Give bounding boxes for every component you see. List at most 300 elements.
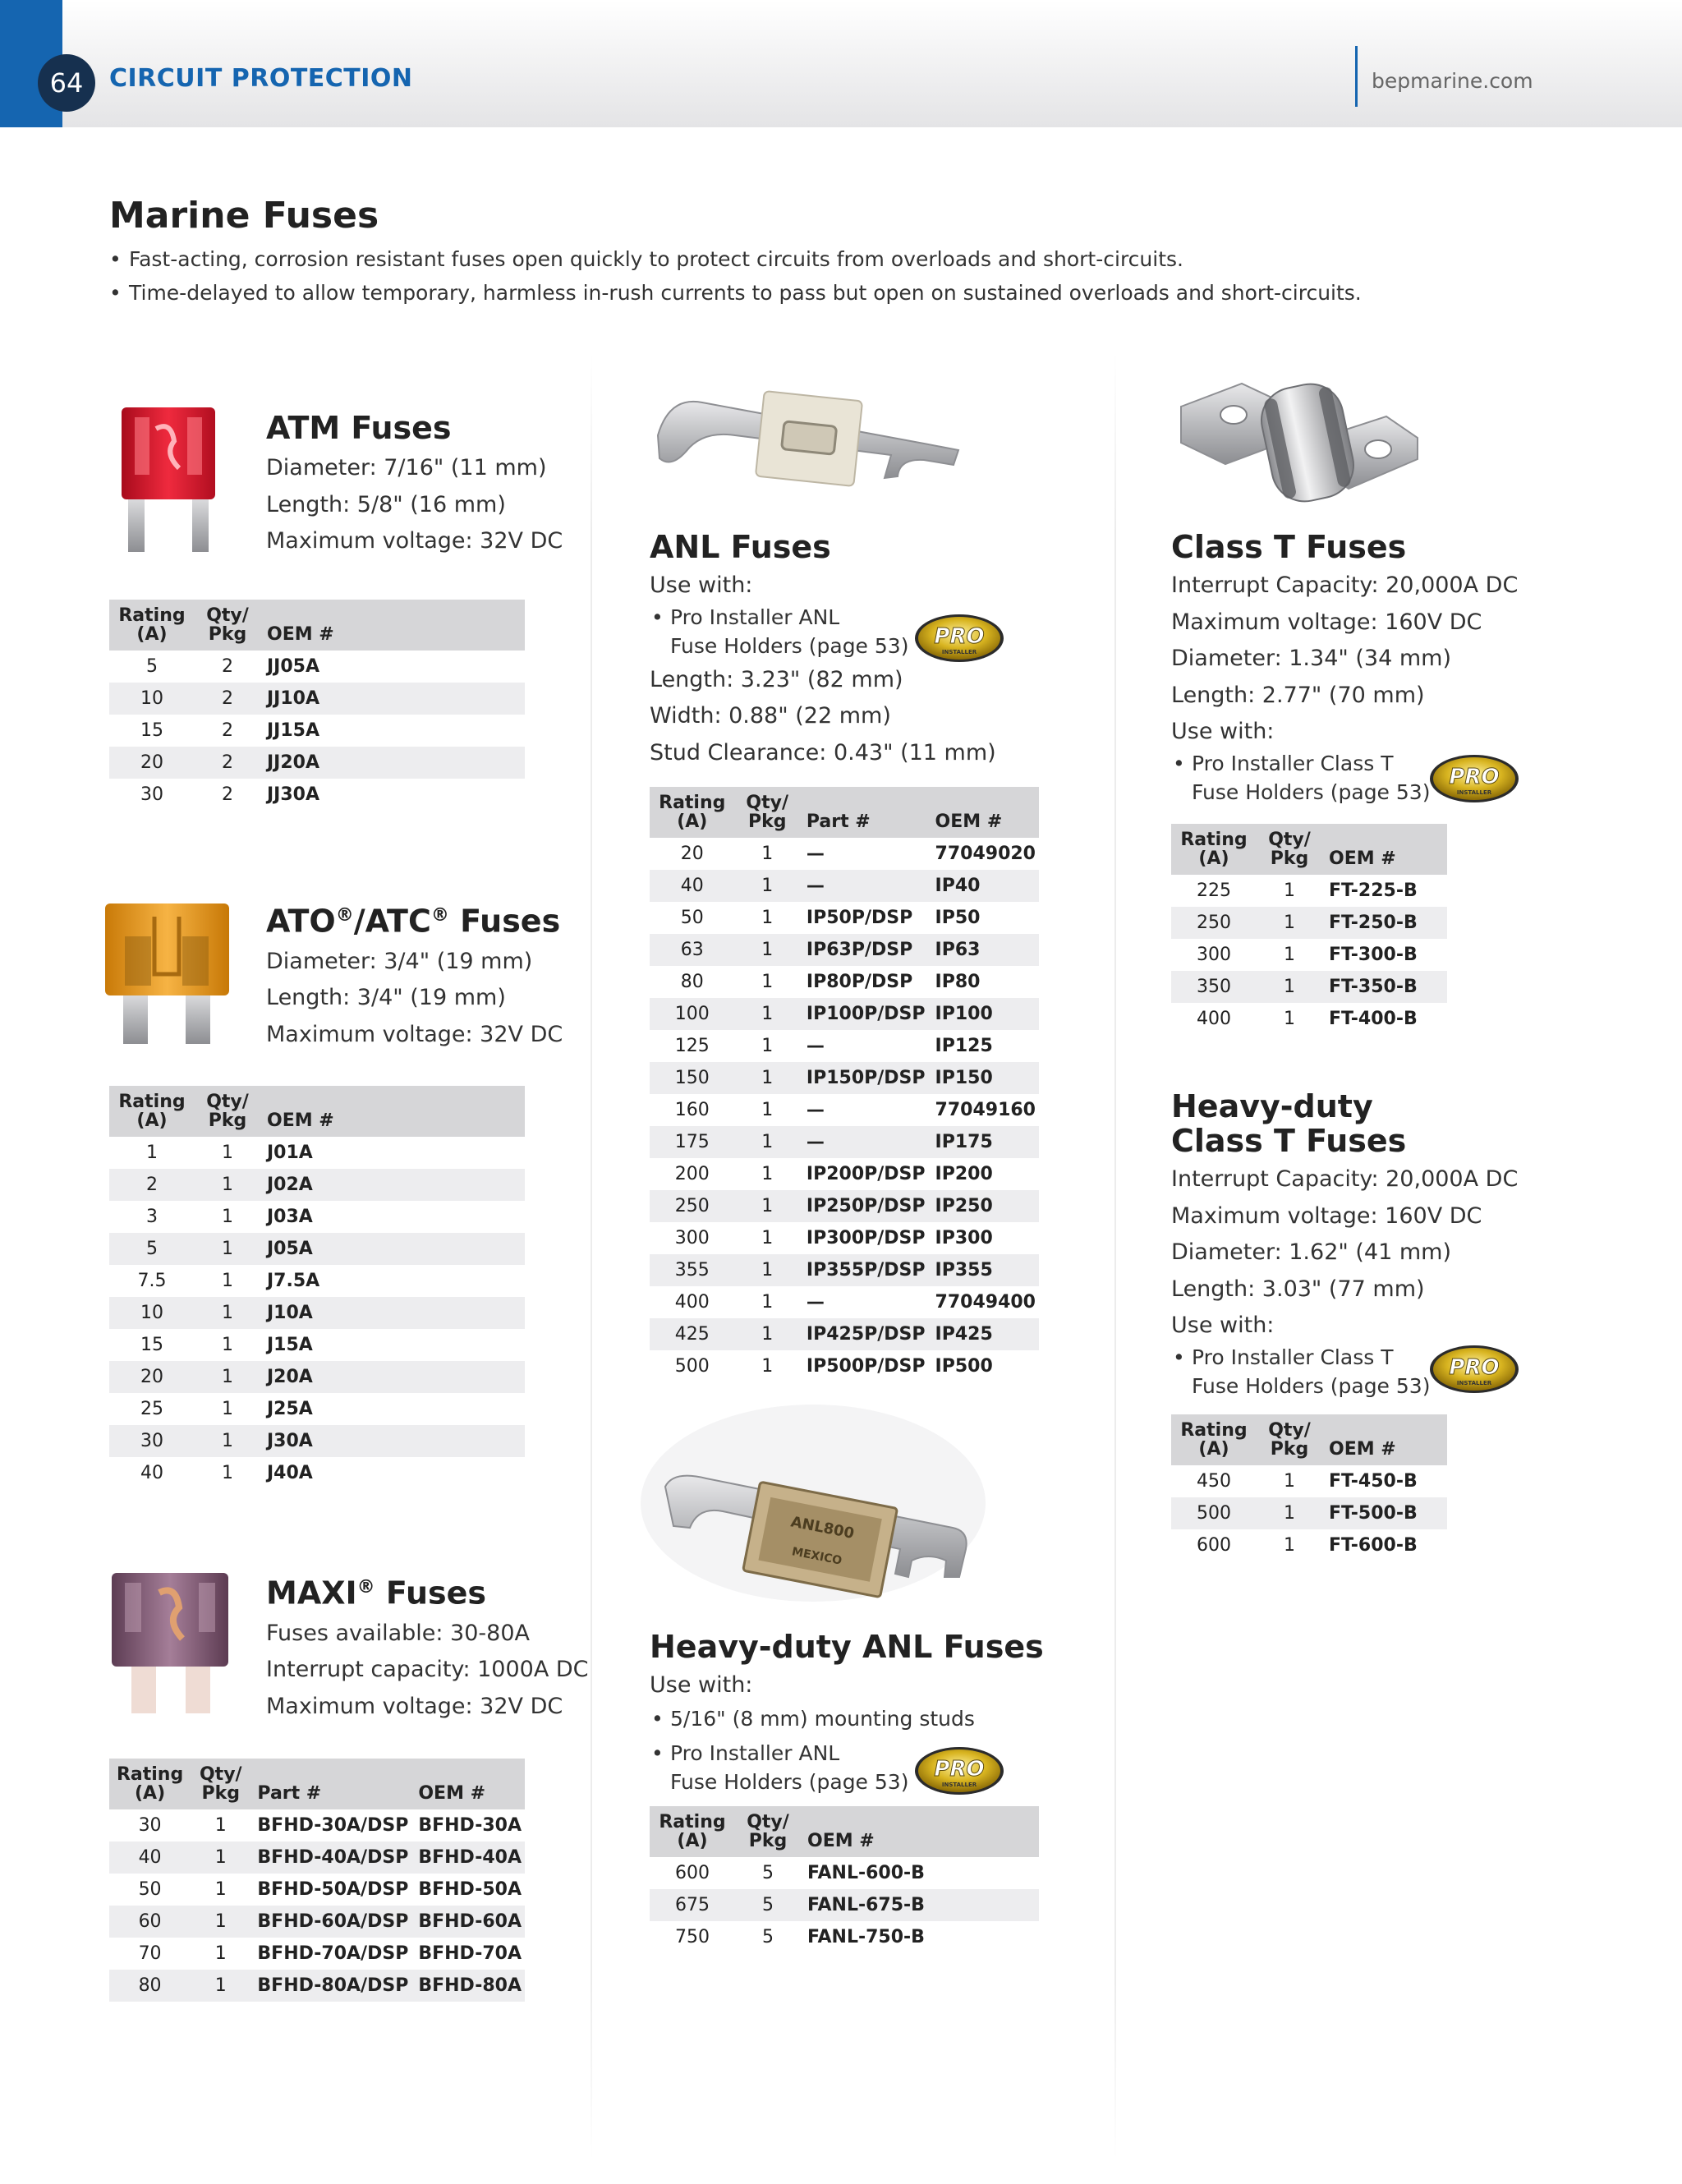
ato-spec: Length: 3/4" (19 mm) — [266, 985, 506, 1011]
qty-cell: 5 — [762, 1927, 774, 1947]
class-t-rows — [1171, 875, 1447, 1035]
table-row — [650, 1857, 1039, 1889]
qty-cell: 1 — [1284, 945, 1295, 965]
oem-cell: IP500 — [935, 1356, 993, 1377]
oem-cell: J01A — [267, 1143, 313, 1163]
heavy-duty-class-t-spec: Length: 3.03" (77 mm) — [1171, 1276, 1425, 1302]
class-t-bullet: • Pro Installer Class T Fuse Holders (page 53) — [1171, 749, 1518, 807]
col-rating: Rating (A) — [118, 605, 186, 645]
table-row — [109, 1970, 525, 2002]
ato-title: ATO®/ATC® Fuses — [266, 903, 561, 940]
qty-cell: 1 — [761, 1292, 774, 1313]
table-row — [1171, 971, 1447, 1003]
oem-cell: IP63 — [935, 940, 981, 960]
qty-cell: 1 — [222, 1207, 233, 1227]
rating-cell: 300 — [1197, 945, 1231, 965]
qty-cell: 1 — [222, 1143, 233, 1163]
rating-cell: 500 — [1197, 1503, 1231, 1524]
anl-spec: Stud Clearance: 0.43" (11 mm) — [650, 739, 996, 766]
table-row — [650, 1062, 1039, 1094]
part-cell: IP355P/DSP — [806, 1260, 926, 1281]
anl-title: ANL Fuses — [650, 529, 831, 565]
oem-cell: J03A — [267, 1207, 313, 1227]
rating-cell: 30 — [140, 784, 163, 805]
table-row — [650, 870, 1039, 902]
col-oem: OEM # — [807, 1831, 875, 1851]
oem-cell: JJ30A — [267, 784, 320, 805]
table-row — [650, 1190, 1039, 1222]
oem-cell: IP200 — [935, 1164, 993, 1184]
table-row — [109, 1393, 525, 1425]
oem-cell: FT-450-B — [1329, 1471, 1418, 1492]
rating-cell: 30 — [140, 1431, 163, 1451]
qty-cell: 1 — [761, 876, 774, 896]
oem-cell: IP250 — [935, 1196, 993, 1216]
heavy-duty-anl-fuse-image — [641, 1388, 986, 1618]
rating-cell: 300 — [674, 1228, 710, 1248]
oem-cell: FT-500-B — [1329, 1503, 1418, 1524]
rating-cell: 600 — [1197, 1535, 1231, 1556]
table-row — [109, 1361, 525, 1393]
oem-cell: IP100 — [935, 1004, 993, 1024]
qty-cell: 1 — [1284, 1503, 1295, 1524]
heavy-duty-anl-bullet: • Pro Installer ANL Fuse Holders (page 53) — [650, 1739, 1044, 1796]
svg-text:INSTALLER: INSTALLER — [1456, 1380, 1492, 1386]
class-t-spec: Diameter: 1.34" (34 mm) — [1171, 646, 1451, 671]
table-row — [1171, 1465, 1447, 1497]
oem-cell: IP50 — [935, 908, 981, 928]
heavy-duty-class-t-spec: Interrupt Capacity: 20,000A DC — [1171, 1166, 1519, 1192]
col-oem: OEM # — [267, 624, 334, 645]
maxi-title: MAXI® Fuses — [266, 1575, 487, 1612]
class-t-spec: Length: 2.77" (70 mm) — [1171, 682, 1425, 708]
qty-cell: 1 — [1284, 977, 1295, 997]
col-rating: Rating (A) — [1180, 830, 1248, 869]
qty-cell: 1 — [761, 1036, 774, 1056]
heavy-duty-class-t-spec: Maximum voltage: 160V DC — [1171, 1202, 1482, 1229]
rating-cell: 5 — [146, 656, 158, 677]
table-row — [109, 1906, 525, 1938]
anl-rows — [650, 838, 1039, 1382]
table-row — [650, 1318, 1039, 1350]
svg-text:PRO: PRO — [1449, 765, 1500, 789]
table-row — [1171, 1003, 1447, 1035]
oem-cell: BFHD-80A — [418, 1975, 522, 1996]
rating-cell: 7.5 — [137, 1271, 167, 1291]
rating-cell: 5 — [146, 1239, 158, 1259]
svg-text:PRO: PRO — [934, 1757, 985, 1782]
table-row — [650, 838, 1039, 870]
rating-cell: 425 — [674, 1324, 710, 1345]
site-url: bepmarine.com — [1372, 69, 1533, 93]
table-row — [109, 1874, 525, 1906]
col-oem: OEM # — [1329, 848, 1396, 869]
heavy-duty-class-t-title: Heavy-duty Class T Fuses — [1171, 1088, 1407, 1159]
rating-cell: 1 — [146, 1143, 158, 1163]
qty-cell: 2 — [222, 720, 233, 741]
qty-cell: 1 — [761, 972, 774, 992]
part-cell: BFHD-60A/DSP — [257, 1911, 409, 1932]
qty-cell: 2 — [222, 784, 233, 805]
part-cell: BFHD-40A/DSP — [257, 1847, 409, 1868]
class-t-spec: Interrupt Capacity: 20,000A DC — [1171, 572, 1519, 598]
col-rating: Rating (A) — [1180, 1420, 1248, 1460]
qty-cell: 5 — [762, 1863, 774, 1883]
part-cell: BFHD-80A/DSP — [257, 1975, 409, 1996]
atm-spec: Diameter: 7/16" (11 mm) — [266, 455, 547, 480]
class-t-use-with: Use with: — [1171, 719, 1275, 744]
oem-cell: JJ10A — [267, 688, 320, 709]
qty-cell: 2 — [222, 688, 233, 709]
part-cell: BFHD-30A/DSP — [257, 1815, 409, 1836]
oem-cell: J15A — [267, 1335, 313, 1355]
qty-cell: 1 — [214, 1847, 227, 1868]
table-row — [109, 715, 525, 747]
ato-spec: Maximum voltage: 32V DC — [266, 1021, 563, 1047]
qty-cell: 5 — [762, 1895, 774, 1915]
qty-cell: 1 — [1284, 1535, 1295, 1556]
qty-cell: 1 — [761, 1068, 774, 1088]
table-row — [650, 1350, 1039, 1382]
qty-cell: 1 — [214, 1975, 227, 1996]
qty-cell: 1 — [761, 1324, 774, 1345]
part-cell: — — [806, 844, 825, 864]
table-row — [109, 1137, 525, 1169]
oem-cell: J30A — [267, 1431, 313, 1451]
heavy-duty-class-t-bullet: • Pro Installer Class T Fuse Holders (page 53) — [1171, 1343, 1518, 1400]
table-row — [650, 1126, 1039, 1158]
heavy-duty-anl-table — [650, 1806, 1039, 1953]
qty-cell: 2 — [222, 752, 233, 773]
rating-cell: 70 — [138, 1943, 162, 1964]
part-cell: IP425P/DSP — [806, 1324, 926, 1345]
anl-use-with: Use with: — [650, 572, 753, 598]
svg-text:PRO: PRO — [1449, 1355, 1500, 1380]
col-oem: OEM # — [935, 812, 1003, 832]
anl-table — [650, 787, 1039, 1382]
rating-cell: 40 — [138, 1847, 162, 1868]
table-row — [650, 1889, 1039, 1921]
qty-cell: 1 — [214, 1943, 227, 1964]
table-row — [109, 1201, 525, 1233]
atm-spec: Length: 5/8" (16 mm) — [266, 491, 506, 517]
rating-cell: 750 — [675, 1927, 710, 1947]
svg-text:INSTALLER: INSTALLER — [941, 1782, 977, 1788]
rating-cell: 125 — [674, 1036, 710, 1056]
part-cell: IP100P/DSP — [806, 1004, 926, 1024]
maxi-spec: Interrupt capacity: 1000A DC — [266, 1657, 589, 1683]
col-qty: Qty/ Pkg — [206, 605, 249, 645]
table-row — [650, 1158, 1039, 1190]
rating-cell: 675 — [675, 1895, 710, 1915]
table-row — [109, 1233, 525, 1265]
table-row — [109, 1457, 525, 1489]
intro-bullets — [109, 242, 1362, 310]
oem-cell: J02A — [267, 1175, 313, 1195]
qty-cell: 1 — [222, 1303, 233, 1323]
rating-cell: 400 — [674, 1292, 710, 1313]
oem-cell: IP125 — [935, 1036, 993, 1056]
oem-cell: IP150 — [935, 1068, 993, 1088]
col-oem: OEM # — [267, 1110, 334, 1131]
rating-cell: 100 — [674, 1004, 710, 1024]
qty-cell: 1 — [761, 1356, 774, 1377]
col-qty: Qty/ Pkg — [746, 793, 789, 832]
maxi-fuse-image — [108, 1570, 232, 1716]
pro-installer-badge-icon — [913, 613, 1005, 664]
oem-cell: FT-350-B — [1329, 977, 1418, 997]
rating-cell: 80 — [680, 972, 704, 992]
atm-fuse-image — [115, 404, 222, 556]
rating-cell: 15 — [140, 720, 163, 741]
heavy-duty-class-t-rows — [1171, 1465, 1447, 1561]
rating-cell: 15 — [140, 1335, 163, 1355]
rating-cell: 400 — [1197, 1009, 1231, 1029]
rating-cell: 600 — [675, 1863, 710, 1883]
heavy-duty-class-t-use-with: Use with: — [1171, 1313, 1275, 1338]
intro-bullet: • Fast-acting, corrosion resistant fuses open quickly to protect circuits from overloads and short-circuits. — [109, 242, 1362, 276]
rating-cell: 500 — [674, 1356, 710, 1377]
table-row — [1171, 875, 1447, 907]
ato-rows — [109, 1137, 525, 1489]
part-cell: IP50P/DSP — [806, 908, 913, 928]
rating-cell: 50 — [138, 1879, 162, 1900]
rating-cell: 63 — [680, 940, 704, 960]
qty-cell: 1 — [222, 1239, 233, 1259]
part-cell: IP63P/DSP — [806, 940, 913, 960]
table-row — [1171, 939, 1447, 971]
table-row — [650, 1921, 1039, 1953]
rating-cell: 50 — [680, 908, 704, 928]
col-rating: Rating (A) — [659, 1812, 726, 1851]
oem-cell: FT-250-B — [1329, 913, 1418, 933]
atm-spec: Maximum voltage: 32V DC — [266, 528, 563, 554]
qty-cell: 2 — [222, 656, 233, 677]
qty-cell: 1 — [222, 1335, 233, 1355]
qty-cell: 1 — [761, 1132, 774, 1152]
table-row — [1171, 1529, 1447, 1561]
rating-cell: 250 — [674, 1196, 710, 1216]
col-part: Part # — [806, 812, 871, 832]
oem-cell: JJ15A — [267, 720, 320, 741]
page-number: 64 — [38, 54, 95, 112]
qty-cell: 1 — [222, 1175, 233, 1195]
part-cell: IP80P/DSP — [806, 972, 913, 992]
part-cell: IP250P/DSP — [806, 1196, 926, 1216]
qty-cell: 1 — [222, 1271, 233, 1291]
oem-cell: J7.5A — [267, 1271, 320, 1291]
atm-table — [109, 600, 525, 811]
col-part: Part # — [257, 1783, 322, 1804]
svg-text:ANL800: ANL800 — [789, 1513, 856, 1543]
rating-cell: 60 — [138, 1911, 162, 1932]
oem-cell: JJ20A — [267, 752, 320, 773]
pro-installer-badge-icon — [913, 1745, 1005, 1796]
rating-cell: 150 — [674, 1068, 710, 1088]
heavy-duty-class-t-table — [1171, 1414, 1447, 1561]
rating-cell: 3 — [146, 1207, 158, 1227]
oem-cell: J10A — [267, 1303, 313, 1323]
oem-cell: FT-300-B — [1329, 945, 1418, 965]
table-row — [650, 934, 1039, 966]
oem-cell: BFHD-60A — [418, 1911, 522, 1932]
rating-cell: 175 — [674, 1132, 710, 1152]
rating-cell: 160 — [674, 1100, 710, 1120]
table-row — [650, 998, 1039, 1030]
rating-cell: 10 — [140, 688, 163, 709]
qty-cell: 1 — [222, 1463, 233, 1483]
svg-text:INSTALLER: INSTALLER — [941, 649, 977, 655]
table-row — [109, 779, 525, 811]
part-cell: IP300P/DSP — [806, 1228, 926, 1248]
anl-bullet: • Pro Installer ANL Fuse Holders (page 53) — [650, 603, 996, 660]
part-cell: BFHD-50A/DSP — [257, 1879, 409, 1900]
col-oem: OEM # — [1329, 1439, 1396, 1460]
table-row — [650, 1286, 1039, 1318]
intro-bullet: • Time-delayed to allow temporary, harmless in-rush currents to pass but open on sustained overloads and short-circuits. — [109, 276, 1362, 310]
oem-cell: IP355 — [935, 1260, 993, 1281]
part-cell: IP150P/DSP — [806, 1068, 926, 1088]
qty-cell: 1 — [222, 1431, 233, 1451]
rating-cell: 20 — [140, 752, 163, 773]
part-cell: — — [806, 876, 825, 896]
table-row — [109, 1169, 525, 1201]
oem-cell: IP175 — [935, 1132, 993, 1152]
qty-cell: 1 — [761, 908, 774, 928]
rating-cell: 200 — [674, 1164, 710, 1184]
col-qty: Qty/ Pkg — [206, 1092, 249, 1131]
pro-installer-badge-icon — [1428, 753, 1520, 804]
qty-cell: 1 — [214, 1815, 227, 1836]
rating-cell: 450 — [1197, 1471, 1231, 1492]
rating-cell: 80 — [138, 1975, 162, 1996]
oem-cell: FT-600-B — [1329, 1535, 1418, 1556]
table-row — [109, 683, 525, 715]
maxi-spec: Fuses available: 30-80A — [266, 1620, 530, 1646]
rating-cell: 25 — [140, 1399, 163, 1419]
heavy-duty-anl-bullet: • 5/16" (8 mm) mounting studs — [650, 1704, 1044, 1733]
table-row — [1171, 907, 1447, 939]
ato-spec: Diameter: 3/4" (19 mm) — [266, 948, 533, 974]
part-cell: BFHD-70A/DSP — [257, 1943, 409, 1964]
col-rating: Rating (A) — [118, 1092, 186, 1131]
oem-cell: FANL-600-B — [807, 1863, 925, 1883]
class-t-fuse-image — [1176, 374, 1422, 509]
oem-cell: BFHD-50A — [418, 1879, 522, 1900]
part-cell: IP500P/DSP — [806, 1356, 926, 1377]
class-t-table — [1171, 824, 1447, 1035]
qty-cell: 1 — [761, 1228, 774, 1248]
svg-text:INSTALLER: INSTALLER — [1456, 789, 1492, 796]
header-divider — [1355, 46, 1358, 107]
oem-cell: J40A — [267, 1463, 313, 1483]
qty-cell: 1 — [214, 1911, 227, 1932]
oem-cell: 77049400 — [935, 1292, 1036, 1313]
atm-rows — [109, 651, 525, 811]
column-divider — [1114, 353, 1116, 2160]
oem-cell: JJ05A — [267, 656, 320, 677]
oem-cell: IP425 — [935, 1324, 993, 1345]
table-row — [109, 1425, 525, 1457]
qty-cell: 1 — [1284, 880, 1295, 901]
qty-cell: 1 — [1284, 913, 1295, 933]
qty-cell: 1 — [761, 1260, 774, 1281]
qty-cell: 1 — [222, 1367, 233, 1387]
svg-text:MEXICO: MEXICO — [790, 1545, 843, 1568]
qty-cell: 1 — [1284, 1471, 1295, 1492]
ato-table — [109, 1086, 525, 1489]
qty-cell: 1 — [214, 1879, 227, 1900]
oem-cell: J25A — [267, 1399, 313, 1419]
rating-cell: 40 — [680, 876, 704, 896]
col-qty: Qty/ Pkg — [1268, 830, 1311, 869]
qty-cell: 1 — [761, 844, 774, 864]
table-row — [109, 1265, 525, 1297]
oem-cell: FT-225-B — [1329, 880, 1418, 901]
col-qty: Qty/ Pkg — [1268, 1420, 1311, 1460]
table-row — [650, 1254, 1039, 1286]
svg-text:PRO: PRO — [934, 624, 985, 649]
rating-cell: 225 — [1197, 880, 1231, 901]
oem-cell: FANL-675-B — [807, 1895, 925, 1915]
qty-cell: 1 — [761, 1164, 774, 1184]
part-cell: — — [806, 1132, 825, 1152]
rating-cell: 20 — [140, 1367, 163, 1387]
table-row — [109, 1938, 525, 1970]
col-qty: Qty/ Pkg — [747, 1812, 789, 1851]
table-row — [650, 1094, 1039, 1126]
oem-cell: BFHD-70A — [418, 1943, 522, 1964]
maxi-table — [109, 1759, 525, 2002]
table-row — [109, 747, 525, 779]
qty-cell: 1 — [761, 1100, 774, 1120]
anl-fuse-image — [653, 386, 965, 501]
rating-cell: 10 — [140, 1303, 163, 1323]
heavy-duty-class-t-spec: Diameter: 1.62" (41 mm) — [1171, 1239, 1451, 1265]
oem-cell: 77049020 — [935, 844, 1036, 864]
part-cell: IP200P/DSP — [806, 1164, 926, 1184]
part-cell: — — [806, 1036, 825, 1056]
maxi-spec: Maximum voltage: 32V DC — [266, 1693, 563, 1719]
pro-installer-badge-icon — [1428, 1344, 1520, 1395]
heavy-duty-anl-use-with: Use with: — [650, 1672, 753, 1698]
column-divider — [591, 353, 592, 2160]
rating-cell: 355 — [674, 1260, 710, 1281]
rating-cell: 40 — [140, 1463, 163, 1483]
qty-cell: 1 — [761, 1004, 774, 1024]
table-row — [109, 1329, 525, 1361]
heavy-duty-anl-title: Heavy-duty ANL Fuses — [650, 1629, 1044, 1665]
oem-cell: BFHD-40A — [418, 1847, 522, 1868]
table-row — [109, 1841, 525, 1874]
oem-cell: IP80 — [935, 972, 981, 992]
col-rating: Rating (A) — [116, 1764, 184, 1804]
table-row — [650, 1030, 1039, 1062]
rating-cell: 30 — [138, 1815, 162, 1836]
atm-block — [266, 411, 563, 560]
anl-spec: Width: 0.88" (22 mm) — [650, 703, 891, 729]
rating-cell: 350 — [1197, 977, 1231, 997]
oem-cell: FANL-750-B — [807, 1927, 925, 1947]
qty-cell: 1 — [1284, 1009, 1295, 1029]
table-row — [109, 1297, 525, 1329]
maxi-block — [266, 1570, 589, 1725]
oem-cell: IP300 — [935, 1228, 993, 1248]
oem-cell: FT-400-B — [1329, 1009, 1418, 1029]
ato-block — [266, 899, 563, 1053]
ato-fuse-image — [103, 900, 231, 1048]
oem-cell: J20A — [267, 1367, 313, 1387]
